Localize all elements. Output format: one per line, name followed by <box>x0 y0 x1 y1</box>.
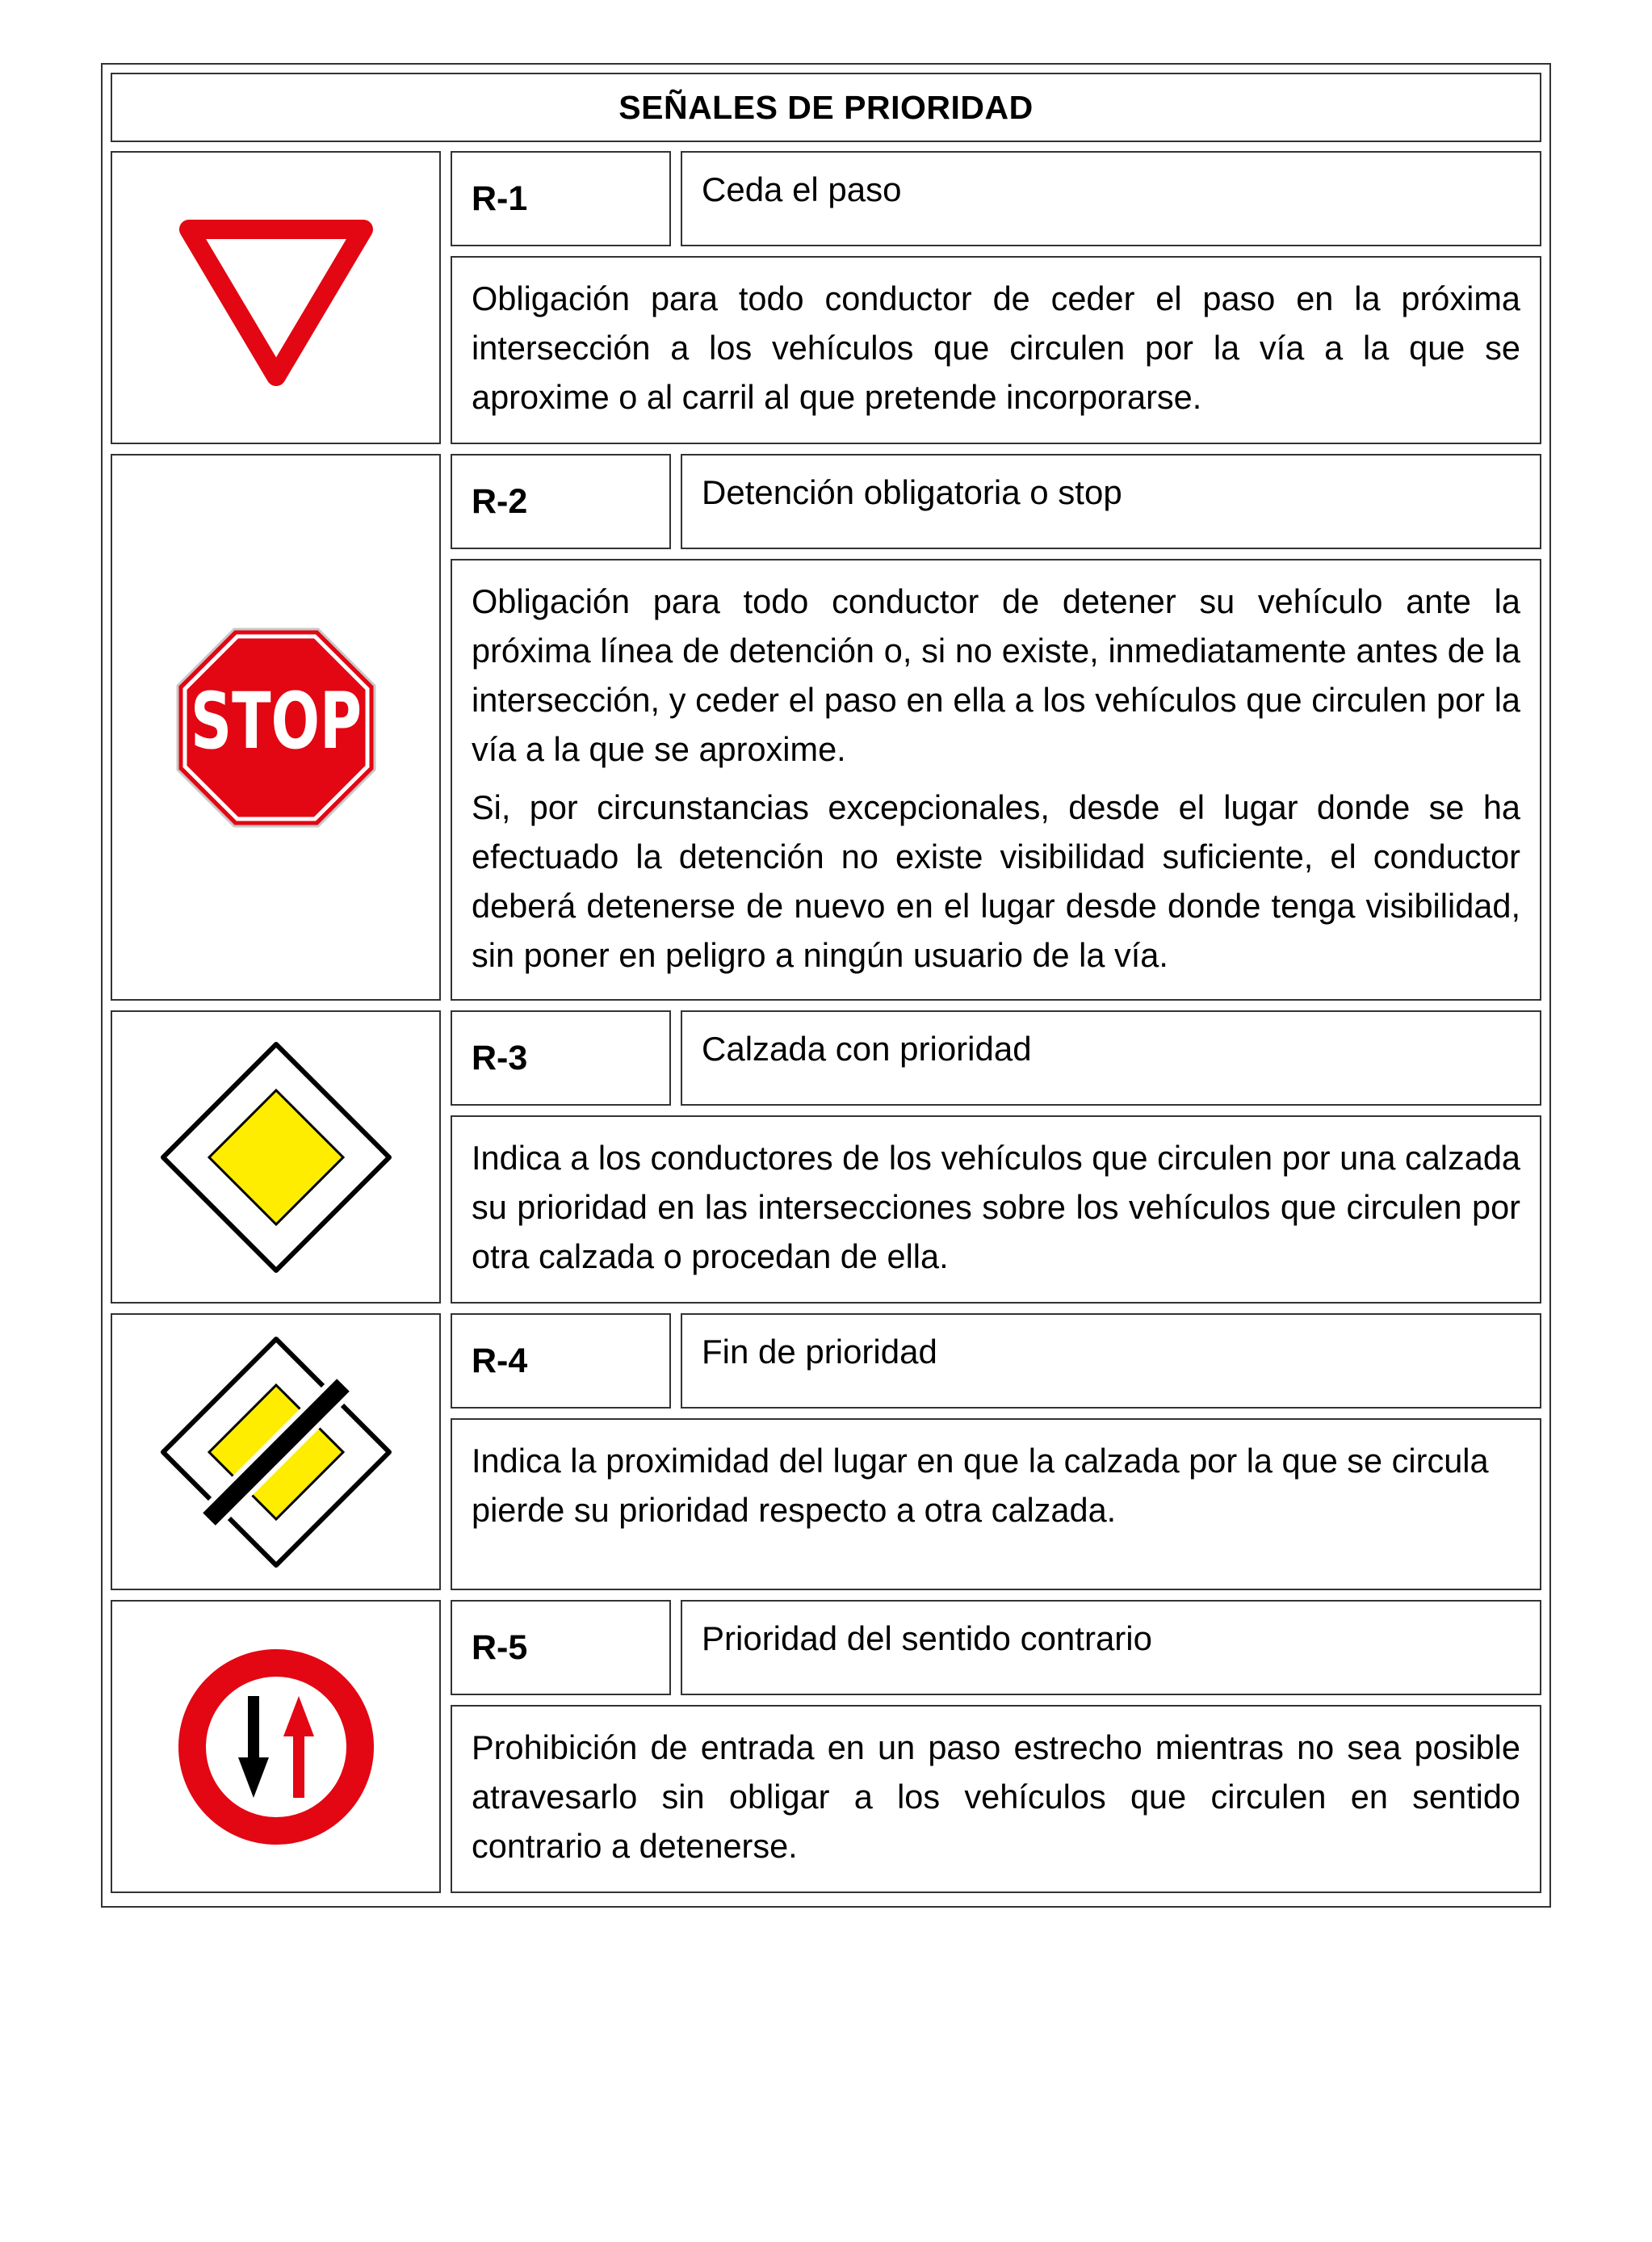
sign-name: Detención obligatoria o stop <box>681 454 1541 549</box>
sign-cell-r2 <box>111 454 441 1001</box>
table-title: SEÑALES DE PRIORIDAD <box>111 73 1541 142</box>
sign-cell-r4 <box>111 1313 441 1590</box>
sign-cell-r5 <box>111 1600 441 1893</box>
sign-description <box>451 559 1541 1001</box>
sign-cell-r3 <box>111 1010 441 1304</box>
sign-description <box>451 1418 1541 1590</box>
yield-sign-icon <box>171 205 381 391</box>
sign-name: Ceda el paso <box>681 151 1541 246</box>
sign-code: R-2 <box>451 454 671 549</box>
stop-sign-icon <box>175 627 377 829</box>
sign-name: Fin de prioridad <box>681 1313 1541 1409</box>
oncoming-priority-sign-icon <box>175 1646 377 1848</box>
sign-description <box>451 256 1541 444</box>
description-paragraph: Si, por circunstancias excepcionales, desde el lugar donde se ha efectuado la detención no existe visibilidad suficiente, el conductor deberá detenerse de nuevo en el lugar desde donde tenga visibilidad, sin poner en peligro a ningún usuario de la vía. <box>472 788 1520 974</box>
sign-description <box>451 1705 1541 1893</box>
sign-code: R-1 <box>451 151 671 246</box>
sign-name: Prioridad del sentido contrario <box>681 1600 1541 1695</box>
priority-road-sign-icon <box>159 1040 393 1274</box>
sign-code: R-4 <box>451 1313 671 1409</box>
sign-code: R-5 <box>451 1600 671 1695</box>
stop-sign-text: STOP <box>190 675 362 766</box>
end-of-priority-sign-icon <box>159 1335 393 1569</box>
description-paragraph: Indica a los conductores de los vehículos que circulen por una calzada su prioridad en las intersecciones sobre los vehículos que circulen por otra calzada o procedan de ella. <box>472 1139 1520 1275</box>
description-paragraph: Obligación para todo conductor de detener su vehículo ante la próxima línea de detención o, si no existe, inmediatamente antes de la intersección, y ceder el paso en ella a los vehículos que circulen por la vía a la que se aproxime. <box>472 582 1520 768</box>
sign-name: Calzada con prioridad <box>681 1010 1541 1106</box>
sign-description <box>451 1115 1541 1304</box>
sign-code: R-3 <box>451 1010 671 1106</box>
description-paragraph: Obligación para todo conductor de ceder el paso en la próxima intersección a los vehículos que circulen por la vía a la que se aproxime o al carril al que pretende incorporarse. <box>472 279 1520 416</box>
description-paragraph: Prohibición de entrada en un paso estrecho mientras no sea posible atravesarlo sin obligar a los vehículos que circulen en sentido contrario a detenerse. <box>472 1728 1520 1865</box>
description-paragraph: Indica la proximidad del lugar en que la calzada por la que se circula pierde su prioridad respecto a otra calzada. <box>472 1442 1489 1529</box>
sign-cell-r1 <box>111 151 441 444</box>
